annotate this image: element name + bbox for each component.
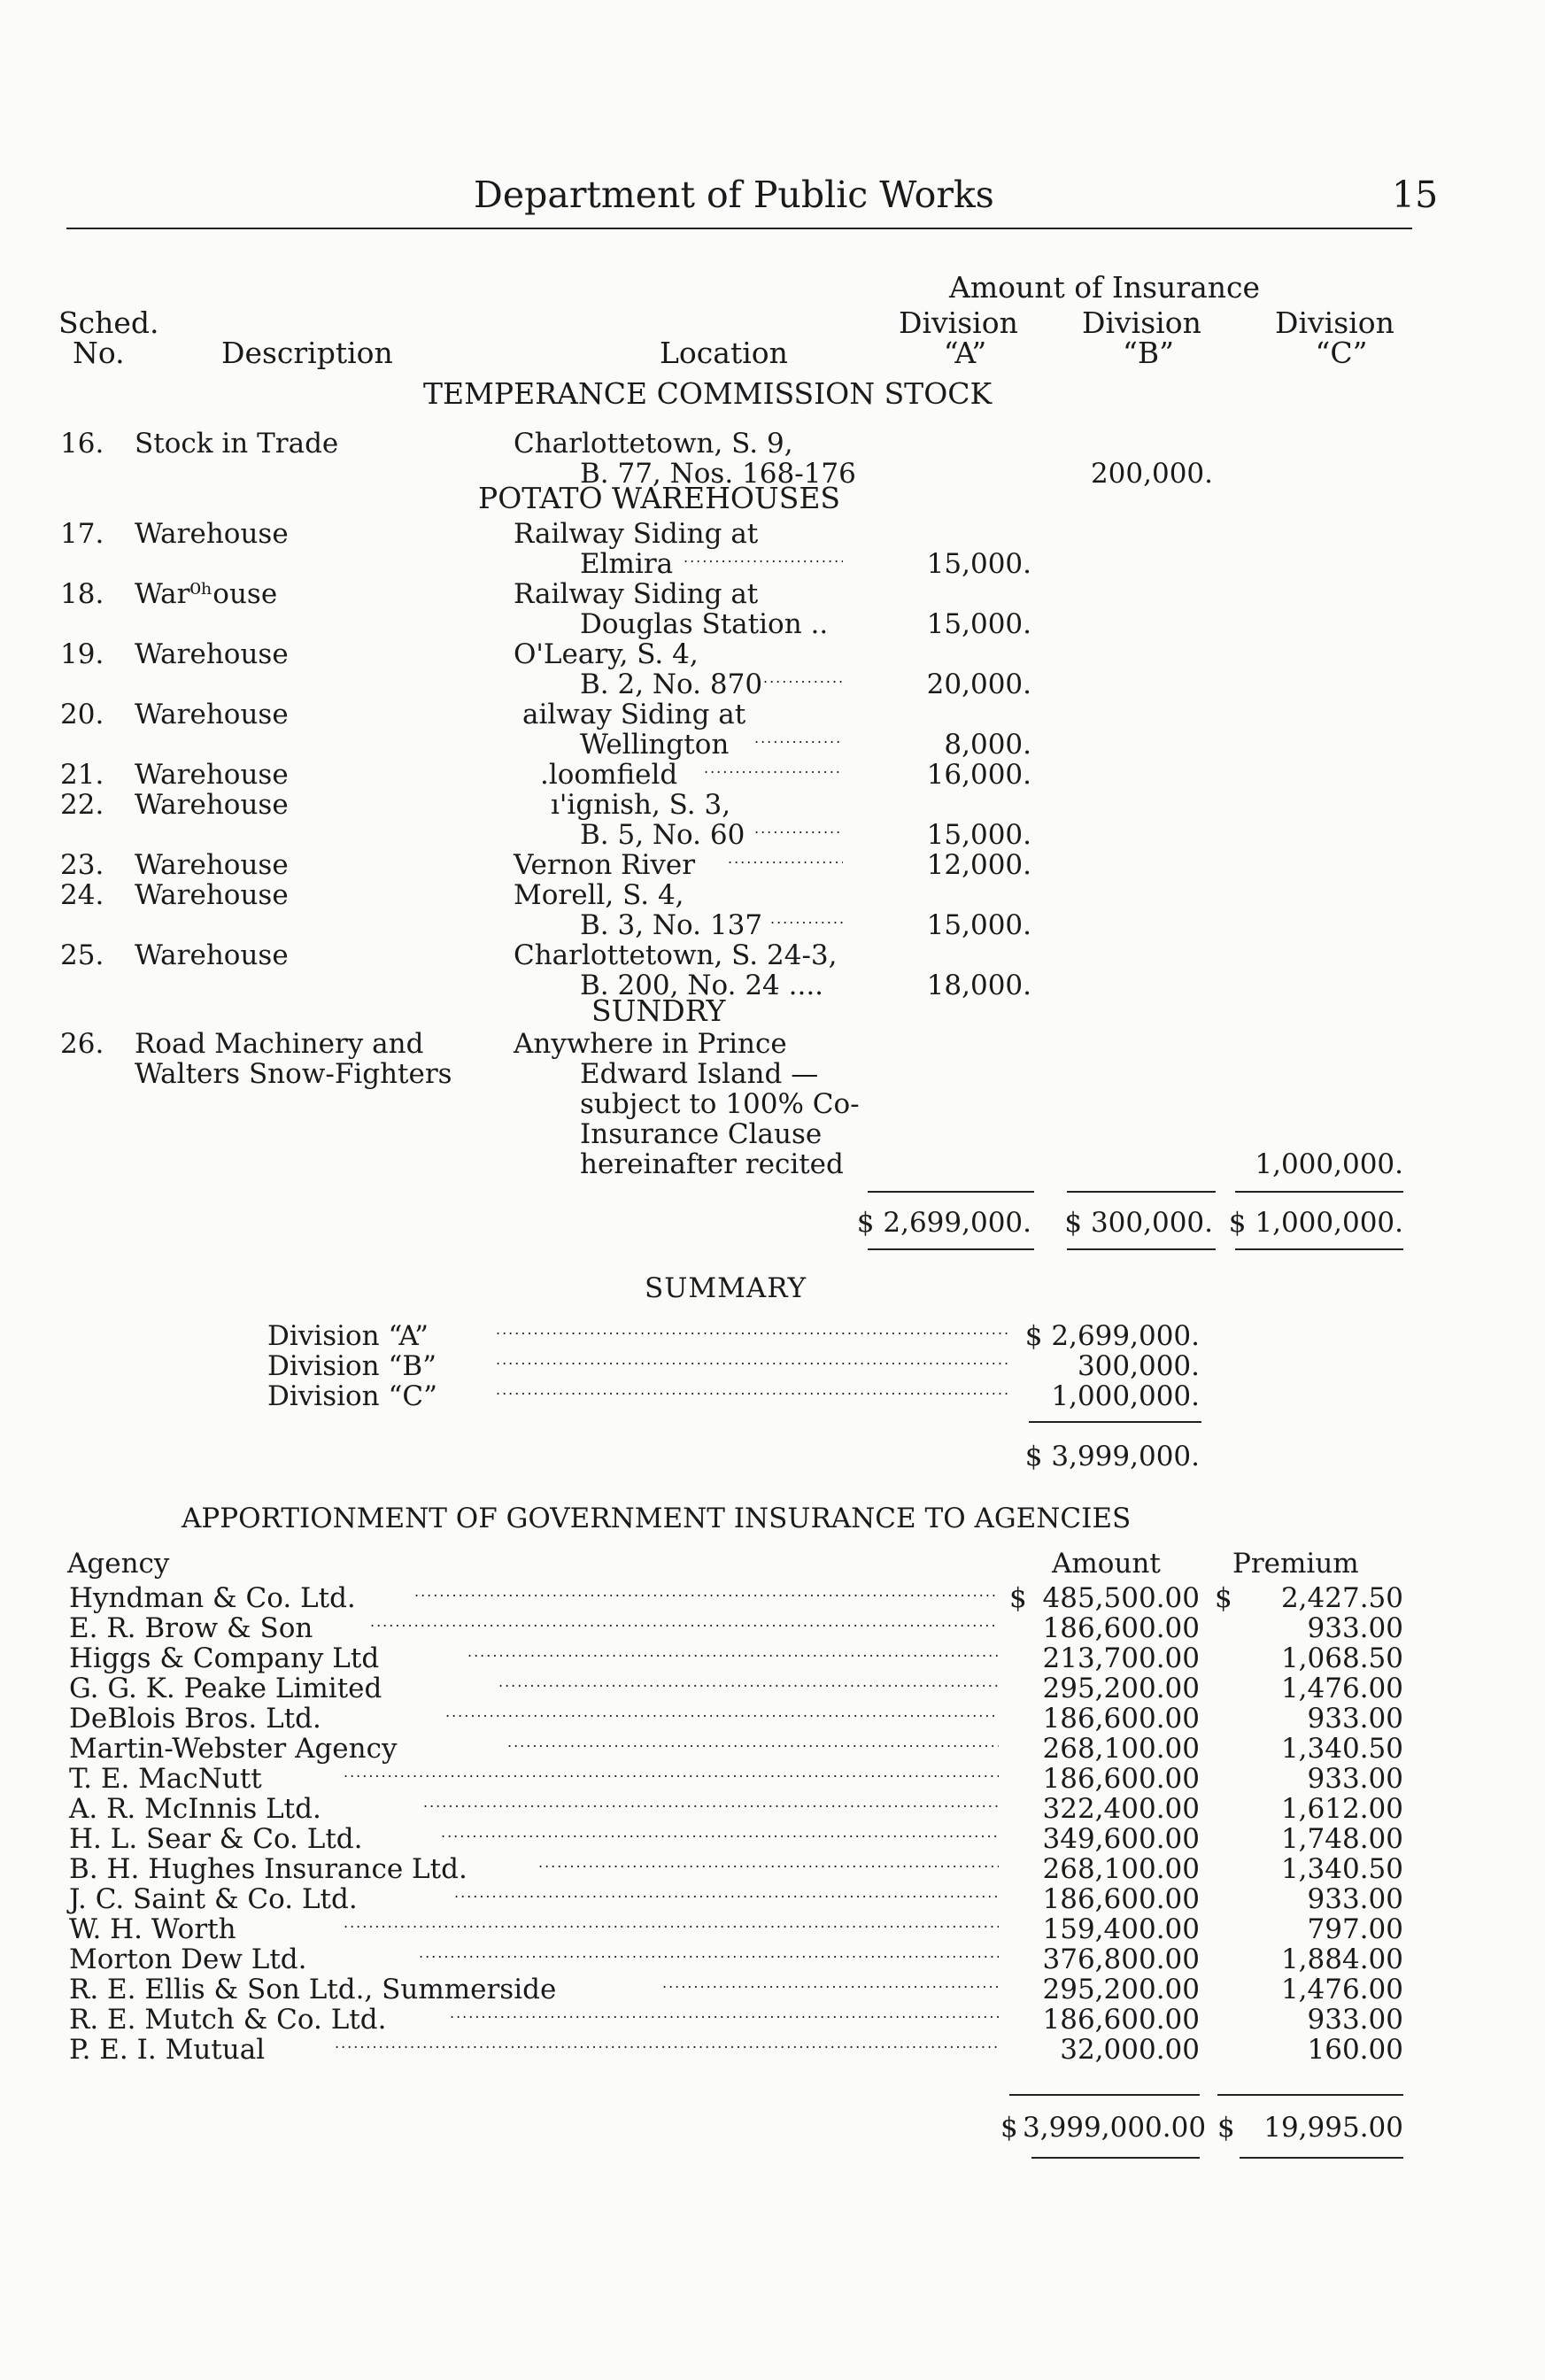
location-line: hereinafter recited: [580, 1148, 844, 1180]
leader-dots: [441, 1824, 999, 1854]
agency-name: Higgs & Company Ltd: [69, 1642, 380, 1674]
agency-amount: 32,000.00: [1060, 2034, 1200, 2066]
leader-dots: [467, 1643, 999, 1673]
agency-premium: 933.00: [1307, 1763, 1403, 1795]
location-line: subject to 100% Co-: [580, 1088, 860, 1120]
leader-dots: [754, 730, 843, 760]
location-line: Douglas Station ..: [580, 608, 829, 640]
sched-no: 26.: [60, 1028, 104, 1060]
sched-no: 24.: [60, 879, 104, 911]
col-div-a-1: Division: [899, 305, 1018, 340]
total-amount: 3,999,000.00: [1023, 2112, 1207, 2144]
agency-premium: 797.00: [1307, 1913, 1403, 1945]
agency-premium: 1,884.00: [1280, 1943, 1403, 1975]
sched-no: 22.: [60, 789, 104, 821]
leader-dots: [419, 1944, 999, 1974]
leader-dots: [423, 1794, 999, 1824]
leader-dots: [754, 820, 843, 850]
agency-amount: 295,200.00: [1042, 1974, 1200, 2005]
location-line: Charlottetown, S. 24-3,: [514, 939, 838, 971]
leader-dots: [414, 1583, 999, 1613]
col-div-b-2: “B”: [1123, 336, 1174, 370]
leader-dots: [344, 1764, 999, 1794]
double-rule-c: [1235, 1248, 1403, 1250]
amount-a: 8,000.: [944, 729, 1031, 761]
summary-label: Division “C”: [267, 1380, 437, 1412]
apportionment-double-rule-premium: [1240, 2157, 1403, 2159]
agency-premium: 160.00: [1307, 2034, 1403, 2066]
location-line: B. 2, No. 870: [580, 668, 763, 700]
agency-name: R. E. Mutch & Co. Ltd.: [69, 2004, 387, 2036]
double-rule-b: [1067, 1248, 1216, 1250]
amount-a: 12,000.: [926, 849, 1031, 881]
currency-sign: $: [1009, 1582, 1027, 1614]
agency-premium: 1,476.00: [1280, 1673, 1403, 1704]
description: Warehouse: [135, 789, 289, 821]
col-div-c-2: “C”: [1315, 336, 1368, 370]
agency-amount: 186,600.00: [1042, 2004, 1200, 2036]
leader-dots: [507, 1734, 999, 1764]
location-line: Railway Siding at: [514, 578, 759, 610]
amount-a: 15,000.: [926, 819, 1031, 851]
leader-dots: [370, 1613, 999, 1643]
location-line: ailway Siding at: [522, 699, 746, 730]
summary-title: SUMMARY: [645, 1272, 807, 1304]
agency-amount: 376,800.00: [1042, 1943, 1200, 1975]
total-rule-b: [1067, 1191, 1216, 1193]
agency-amount: 268,100.00: [1042, 1733, 1200, 1765]
description: Warehouse: [135, 849, 289, 881]
location-line: Railway Siding at: [514, 518, 759, 550]
agency-amount: 186,600.00: [1042, 1703, 1200, 1735]
agency-name: Hyndman & Co. Ltd.: [69, 1582, 356, 1614]
summary-value: $ 2,699,000.: [1024, 1320, 1200, 1352]
sched-no: 25.: [60, 939, 104, 971]
col-agency: Agency: [67, 1548, 170, 1580]
total-premium: 19,995.00: [1263, 2112, 1403, 2144]
agency-name: DeBlois Bros. Ltd.: [69, 1703, 321, 1735]
leader-dots: [450, 2005, 999, 2035]
total-c: $ 1,000,000.: [1228, 1207, 1403, 1239]
location-line: B. 3, No. 137: [580, 909, 763, 941]
agency-name: G. G. K. Peake Limited: [69, 1673, 382, 1704]
page-number: 15: [1392, 174, 1439, 216]
col-location: Location: [660, 336, 788, 370]
location-line: Charlottetown, S. 9,: [514, 428, 793, 460]
agency-premium: 1,476.00: [1280, 1974, 1403, 2005]
col-sched: Sched.: [58, 305, 159, 340]
location-line: Edward Island —: [580, 1058, 819, 1090]
leader-dots: [454, 1884, 999, 1914]
agency-premium: 1,340.50: [1280, 1733, 1403, 1765]
sched-no: 19.: [60, 638, 104, 670]
description: Stock in Trade: [135, 428, 339, 460]
description: Warehouse: [135, 759, 289, 791]
total-rule-c: [1235, 1191, 1403, 1193]
leader-dots: [684, 549, 843, 579]
location-line: O'Leary, S. 4,: [514, 638, 699, 670]
agency-name: A. R. McInnis Ltd.: [69, 1793, 321, 1825]
summary-value: 1,000,000.: [1051, 1380, 1200, 1412]
agency-premium: 933.00: [1307, 1883, 1403, 1915]
sched-no: 23.: [60, 849, 104, 881]
leader-dots: [704, 760, 843, 790]
double-rule-a: [868, 1248, 1034, 1250]
agency-premium: 933.00: [1307, 2004, 1403, 2036]
leader-dots: [496, 1381, 1009, 1411]
agency-amount: 295,200.00: [1042, 1673, 1200, 1704]
agency-name: B. H. Hughes Insurance Ltd.: [69, 1853, 467, 1885]
currency-sign: $: [1217, 2112, 1235, 2144]
summary-rule: [1029, 1421, 1201, 1423]
agency-name: J. C. Saint & Co. Ltd.: [69, 1883, 358, 1915]
apportionment-rule-amount: [1009, 2094, 1200, 2096]
agency-premium: 1,068.50: [1280, 1642, 1403, 1674]
summary-total: $ 3,999,000.: [1024, 1441, 1200, 1472]
sched-no: 20.: [60, 699, 104, 730]
summary-label: Division “A”: [267, 1320, 429, 1352]
agency-name: R. E. Ellis & Son Ltd., Summerside: [69, 1974, 557, 2005]
total-a: $ 2,699,000.: [856, 1207, 1031, 1239]
leader-dots: [496, 1351, 1009, 1381]
agency-amount: 186,600.00: [1042, 1763, 1200, 1795]
sched-no: 16.: [60, 428, 104, 460]
total-b: $ 300,000.: [1064, 1207, 1213, 1239]
header-rule: [66, 228, 1412, 229]
apportionment-title: APPORTIONMENT OF GOVERNMENT INSURANCE TO AGENCIES: [182, 1503, 1132, 1534]
col-amount-of-insurance: Amount of Insurance: [949, 270, 1261, 305]
amount-a: 15,000.: [926, 909, 1031, 941]
amount-a: 15,000.: [926, 608, 1031, 640]
summary-label: Division “B”: [267, 1350, 436, 1382]
leader-dots: [662, 1974, 999, 2005]
section-temperance: TEMPERANCE COMMISSION STOCK: [423, 376, 993, 411]
agency-amount: 213,700.00: [1042, 1642, 1200, 1674]
amount-a: 15,000.: [926, 548, 1031, 580]
page-header-title: Department of Public Works: [474, 174, 994, 216]
agency-premium: 1,340.50: [1280, 1853, 1403, 1885]
amount-a: 20,000.: [926, 668, 1031, 700]
leader-dots: [770, 910, 843, 940]
apportionment-double-rule-amount: [1031, 2157, 1200, 2159]
amount-c: 1,000,000.: [1255, 1148, 1403, 1180]
description: Warehouse: [135, 939, 289, 971]
agency-name: H. L. Sear & Co. Ltd.: [69, 1823, 363, 1855]
agency-name: Morton Dew Ltd.: [69, 1943, 307, 1975]
agency-premium: 933.00: [1307, 1703, 1403, 1735]
agency-amount: 159,400.00: [1042, 1913, 1200, 1945]
leader-dots: [728, 850, 843, 880]
location-line: Elmira: [580, 548, 674, 580]
sched-no: 18.: [60, 578, 104, 610]
agency-name: Martin-Webster Agency: [69, 1733, 398, 1765]
col-div-c-1: Division: [1275, 305, 1394, 340]
leader-dots: [445, 1704, 999, 1734]
col-div-a-2: “A”: [943, 336, 987, 370]
description: Walters Snow-Fighters: [135, 1058, 452, 1090]
agency-name: W. H. Worth: [69, 1913, 236, 1945]
location-line: .loomfield: [540, 759, 678, 791]
location-line: Vernon River: [514, 849, 696, 881]
location-line: ı'ignish, S. 3,: [551, 789, 731, 821]
description: Warehouse: [135, 518, 289, 550]
amount-a: 18,000.: [926, 970, 1031, 1001]
section-potato: POTATO WAREHOUSES: [478, 481, 841, 515]
description: War⁰ʰouse: [135, 578, 278, 610]
location-line: Morell, S. 4,: [514, 879, 684, 911]
col-description: Description: [221, 336, 393, 370]
agency-amount: 186,600.00: [1042, 1883, 1200, 1915]
description: Warehouse: [135, 699, 289, 730]
sched-no: 21.: [60, 759, 104, 791]
section-sundry: SUNDRY: [591, 993, 726, 1028]
location-line: Anywhere in Prince: [514, 1028, 787, 1060]
agency-amount: 349,600.00: [1042, 1823, 1200, 1855]
agency-name: E. R. Brow & Son: [69, 1612, 313, 1644]
total-rule-a: [868, 1191, 1034, 1193]
col-div-b-1: Division: [1082, 305, 1201, 340]
leader-dots: [538, 1854, 999, 1884]
description: Warehouse: [135, 638, 289, 670]
col-premium: Premium: [1232, 1548, 1359, 1580]
leader-dots: [763, 669, 843, 699]
location-line: B. 77, Nos. 168-176: [580, 458, 856, 490]
agency-amount: 186,600.00: [1042, 1612, 1200, 1644]
leader-dots: [344, 1914, 999, 1944]
currency-sign: $: [1000, 2112, 1018, 2144]
agency-premium: 933.00: [1307, 1612, 1403, 1644]
currency-sign: $: [1215, 1582, 1232, 1614]
summary-value: 300,000.: [1077, 1350, 1200, 1382]
location-line: Wellington: [580, 729, 730, 761]
leader-dots: [496, 1321, 1009, 1351]
apportionment-rule-premium: [1217, 2094, 1403, 2096]
agency-amount: 322,400.00: [1042, 1793, 1200, 1825]
leader-dots: [335, 2035, 999, 2065]
agency-name: P. E. I. Mutual: [69, 2034, 266, 2066]
agency-amount: 485,500.00: [1042, 1582, 1200, 1614]
location-line: B. 200, No. 24 ....: [580, 970, 824, 1001]
agency-premium: 2,427.50: [1280, 1582, 1403, 1614]
location-line: B. 5, No. 60: [580, 819, 745, 851]
agency-premium: 1,612.00: [1280, 1793, 1403, 1825]
amount-a: 16,000.: [926, 759, 1031, 791]
amount-b: 200,000.: [1090, 458, 1213, 490]
location-line: Insurance Clause: [580, 1118, 823, 1150]
agency-amount: 268,100.00: [1042, 1853, 1200, 1885]
col-amount: Amount: [1052, 1548, 1161, 1580]
agency-premium: 1,748.00: [1280, 1823, 1403, 1855]
description: Road Machinery and: [135, 1028, 424, 1060]
sched-no: 17.: [60, 518, 104, 550]
leader-dots: [498, 1673, 999, 1704]
description: Warehouse: [135, 879, 289, 911]
agency-name: T. E. MacNutt: [69, 1763, 262, 1795]
col-no: No.: [73, 336, 125, 370]
